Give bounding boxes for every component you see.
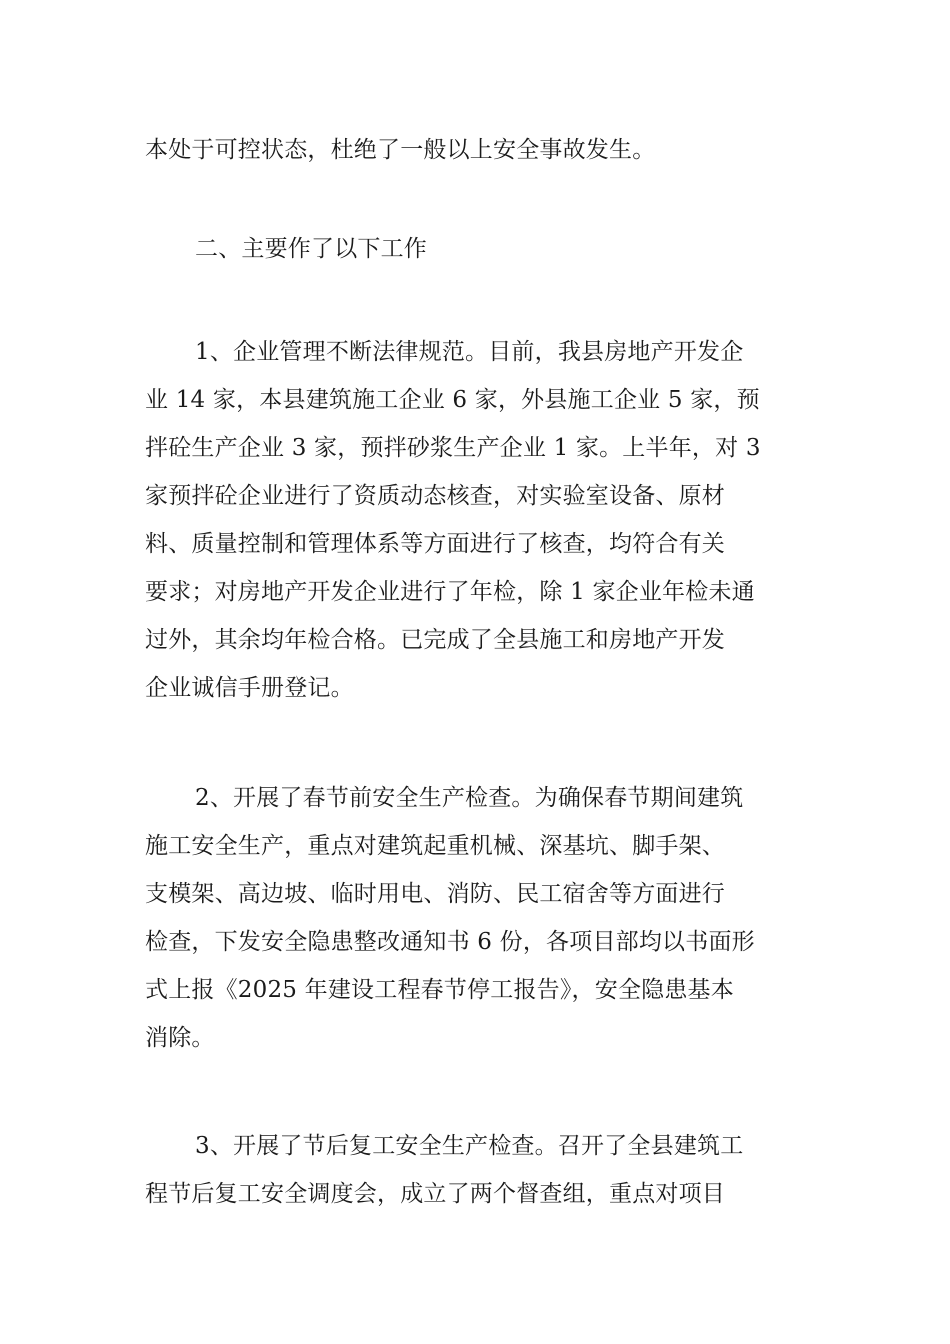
paragraph-line: 检查，下发安全隐患整改通知书 6 份，各项目部均以书面形 bbox=[145, 929, 755, 955]
paragraph-line: 业 14 家，本县建筑施工企业 6 家，外县施工企业 5 家，预 bbox=[145, 387, 760, 413]
paragraph-line: 消除。 bbox=[145, 1025, 215, 1051]
section-heading: 二、主要作了以下工作 bbox=[195, 236, 427, 262]
paragraph-line: 施工安全生产，重点对建筑起重机械、深基坑、脚手架、 bbox=[145, 833, 725, 859]
paragraph-line: 支模架、高边坡、临时用电、消防、民工宿舍等方面进行 bbox=[145, 881, 725, 907]
paragraph-line: 1、企业管理不断法律规范。目前，我县房地产开发企 bbox=[195, 339, 744, 365]
paragraph-line: 式上报《2025 年建设工程春节停工报告》，安全隐患基本 bbox=[145, 977, 734, 1003]
paragraph-line: 拌砼生产企业 3 家，预拌砂浆生产企业 1 家。上半年，对 3 bbox=[145, 435, 761, 461]
paragraph-line: 程节后复工安全调度会，成立了两个督查组，重点对项目 bbox=[145, 1181, 725, 1207]
paragraph-line: 2、开展了春节前安全生产检查。为确保春节期间建筑 bbox=[195, 785, 744, 811]
paragraph-line: 企业诚信手册登记。 bbox=[145, 675, 354, 701]
paragraph-line: 家预拌砼企业进行了资质动态核查，对实验室设备、原材 bbox=[145, 483, 725, 509]
paragraph-line: 3、开展了节后复工安全生产检查。召开了全县建筑工 bbox=[195, 1133, 744, 1159]
paragraph-line: 本处于可控状态，杜绝了一般以上安全事故发生。 bbox=[145, 137, 656, 163]
paragraph-line: 要求；对房地产开发企业进行了年检，除 1 家企业年检未通 bbox=[145, 579, 755, 605]
paragraph-line: 过外，其余均年检合格。已完成了全县施工和房地产开发 bbox=[145, 627, 725, 653]
paragraph-line: 料、质量控制和管理体系等方面进行了核查，均符合有关 bbox=[145, 531, 725, 557]
